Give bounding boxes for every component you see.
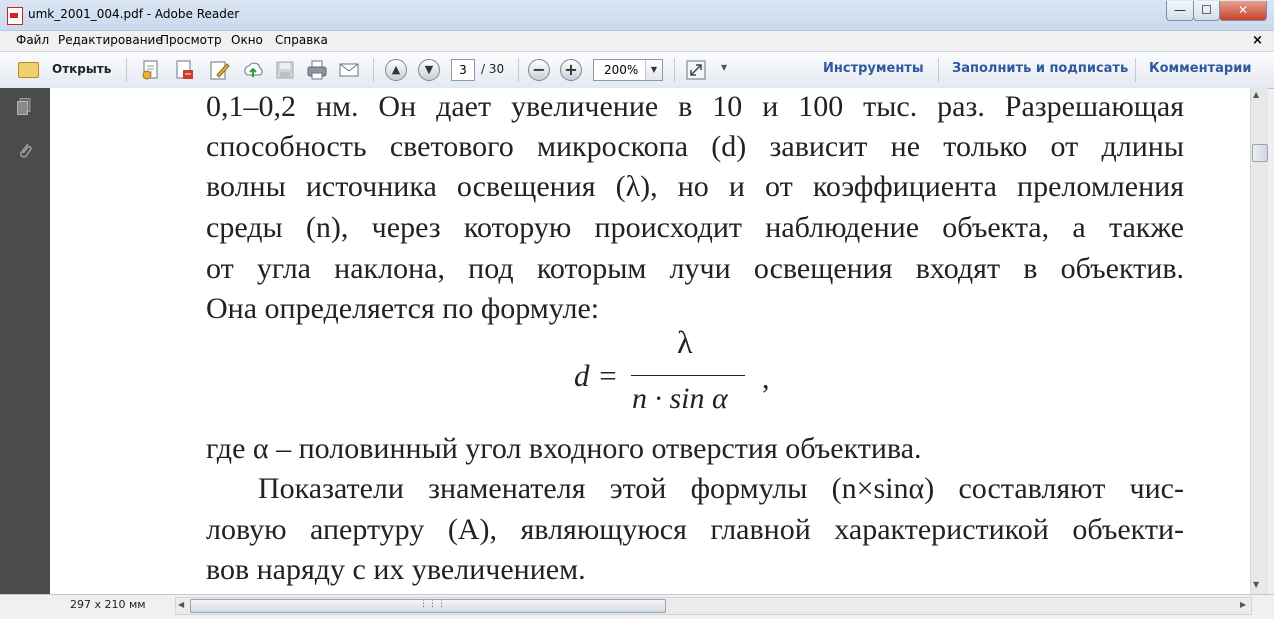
- fraction-bar: [631, 375, 745, 376]
- zoom-value: 200%: [604, 63, 639, 77]
- text-line: Показатели знаменателя этой формулы (n×sinα) составляют чис-: [258, 472, 1184, 505]
- comments-pane-link[interactable]: Комментарии: [1149, 61, 1252, 76]
- toolbar: [0, 51, 1274, 89]
- folder-icon: [18, 62, 39, 78]
- menu-bar: [0, 31, 1274, 51]
- edit-pdf-icon[interactable]: [208, 59, 230, 81]
- toolbar-separator: [1135, 58, 1136, 82]
- formula-trailing: ,: [762, 362, 770, 395]
- title-bar: [0, 0, 1274, 31]
- fill-sign-pane-link[interactable]: Заполнить и подписать: [952, 61, 1129, 76]
- text-line: вов наряду с их увеличением.: [206, 553, 586, 586]
- chevron-down-icon[interactable]: ▼: [645, 60, 662, 80]
- window-title: umk_2001_004.pdf - Adobe Reader: [28, 7, 240, 21]
- toolbar-separator: [938, 58, 939, 82]
- scroll-left-icon[interactable]: ◀: [178, 600, 185, 609]
- status-bar: [0, 594, 1274, 619]
- scroll-right-icon[interactable]: ▶: [1240, 600, 1247, 609]
- page-number-input[interactable]: 3: [451, 59, 475, 81]
- text-line: ловую апертуру (A), являющуюся главной характеристикой объекти-: [206, 513, 1184, 546]
- resolution-formula: [574, 324, 834, 424]
- horizontal-scroll-thumb[interactable]: [190, 599, 666, 613]
- toolbar-menu-icon[interactable]: ▼: [721, 63, 728, 72]
- upload-icon[interactable]: [242, 59, 264, 81]
- toolbar-separator: [373, 58, 374, 82]
- close-document-button[interactable]: ×: [1252, 33, 1263, 48]
- formula-denominator: n · sin α: [632, 382, 728, 415]
- close-button[interactable]: ✕: [1219, 1, 1267, 21]
- scroll-down-icon[interactable]: ▼: [1253, 580, 1260, 589]
- text-line: от угла наклона, под которым лучи освещения входят в объектив.: [206, 252, 1184, 285]
- email-icon[interactable]: [338, 59, 360, 81]
- toolbar-separator: [674, 58, 675, 82]
- minimize-button[interactable]: —: [1166, 1, 1194, 21]
- toolbar-separator: [518, 58, 519, 82]
- document-view[interactable]: [50, 88, 1250, 594]
- attachment-icon[interactable]: [17, 140, 33, 162]
- scroll-up-icon[interactable]: ▲: [1253, 90, 1260, 99]
- fullscreen-icon[interactable]: [685, 59, 707, 81]
- vertical-scrollbar[interactable]: [1250, 88, 1268, 594]
- text-line: способность светового микроскопа (d) зависит не только от длины: [206, 130, 1184, 163]
- menu-edit[interactable]: Редактирование: [58, 33, 163, 47]
- pages-icon[interactable]: [17, 98, 31, 116]
- page-size-label: 297 x 210 мм: [70, 598, 146, 611]
- open-label: Открыть: [52, 62, 112, 76]
- text-line: волны источника освещения (λ), но и от коэффициента преломления: [206, 170, 1184, 203]
- text-line: где α – половинный угол входного отверстия объектива.: [206, 432, 922, 465]
- menu-window[interactable]: Окно: [231, 33, 263, 47]
- print-icon[interactable]: [306, 59, 328, 81]
- text-line: 0,1–0,2 нм. Он дает увеличение в 10 и 100 тыс. раз. Разрешающая: [206, 90, 1184, 123]
- formula-numerator: λ: [677, 324, 693, 360]
- formula-lhs: d =: [574, 358, 619, 393]
- zoom-in-icon[interactable]: +: [560, 59, 582, 81]
- page-total: / 30: [481, 62, 505, 76]
- vertical-scroll-thumb[interactable]: [1252, 144, 1268, 162]
- zoom-out-icon[interactable]: −: [528, 59, 550, 81]
- maximize-button[interactable]: ☐: [1193, 1, 1220, 21]
- grip-icon: ⋮⋮⋮: [419, 599, 446, 609]
- menu-view[interactable]: Просмотр: [160, 33, 222, 47]
- tools-pane-link[interactable]: Инструменты: [823, 61, 924, 76]
- prev-page-icon[interactable]: ▲: [385, 59, 407, 81]
- pdf-app-icon: [7, 7, 23, 25]
- zoom-select[interactable]: [593, 59, 663, 81]
- navigation-panel: [0, 88, 50, 610]
- export-pdf-icon[interactable]: [173, 59, 195, 81]
- next-page-icon[interactable]: ▼: [418, 59, 440, 81]
- horizontal-scrollbar[interactable]: [175, 597, 1252, 615]
- text-line: среды (n), через которую происходит наблюдение объекта, а также: [206, 211, 1184, 244]
- create-pdf-icon[interactable]: [140, 59, 162, 81]
- toolbar-separator: [126, 58, 127, 82]
- menu-help[interactable]: Справка: [275, 33, 328, 47]
- menu-file[interactable]: Файл: [16, 33, 50, 47]
- save-icon[interactable]: [274, 59, 296, 81]
- text-line: Она определяется по формуле:: [206, 292, 600, 325]
